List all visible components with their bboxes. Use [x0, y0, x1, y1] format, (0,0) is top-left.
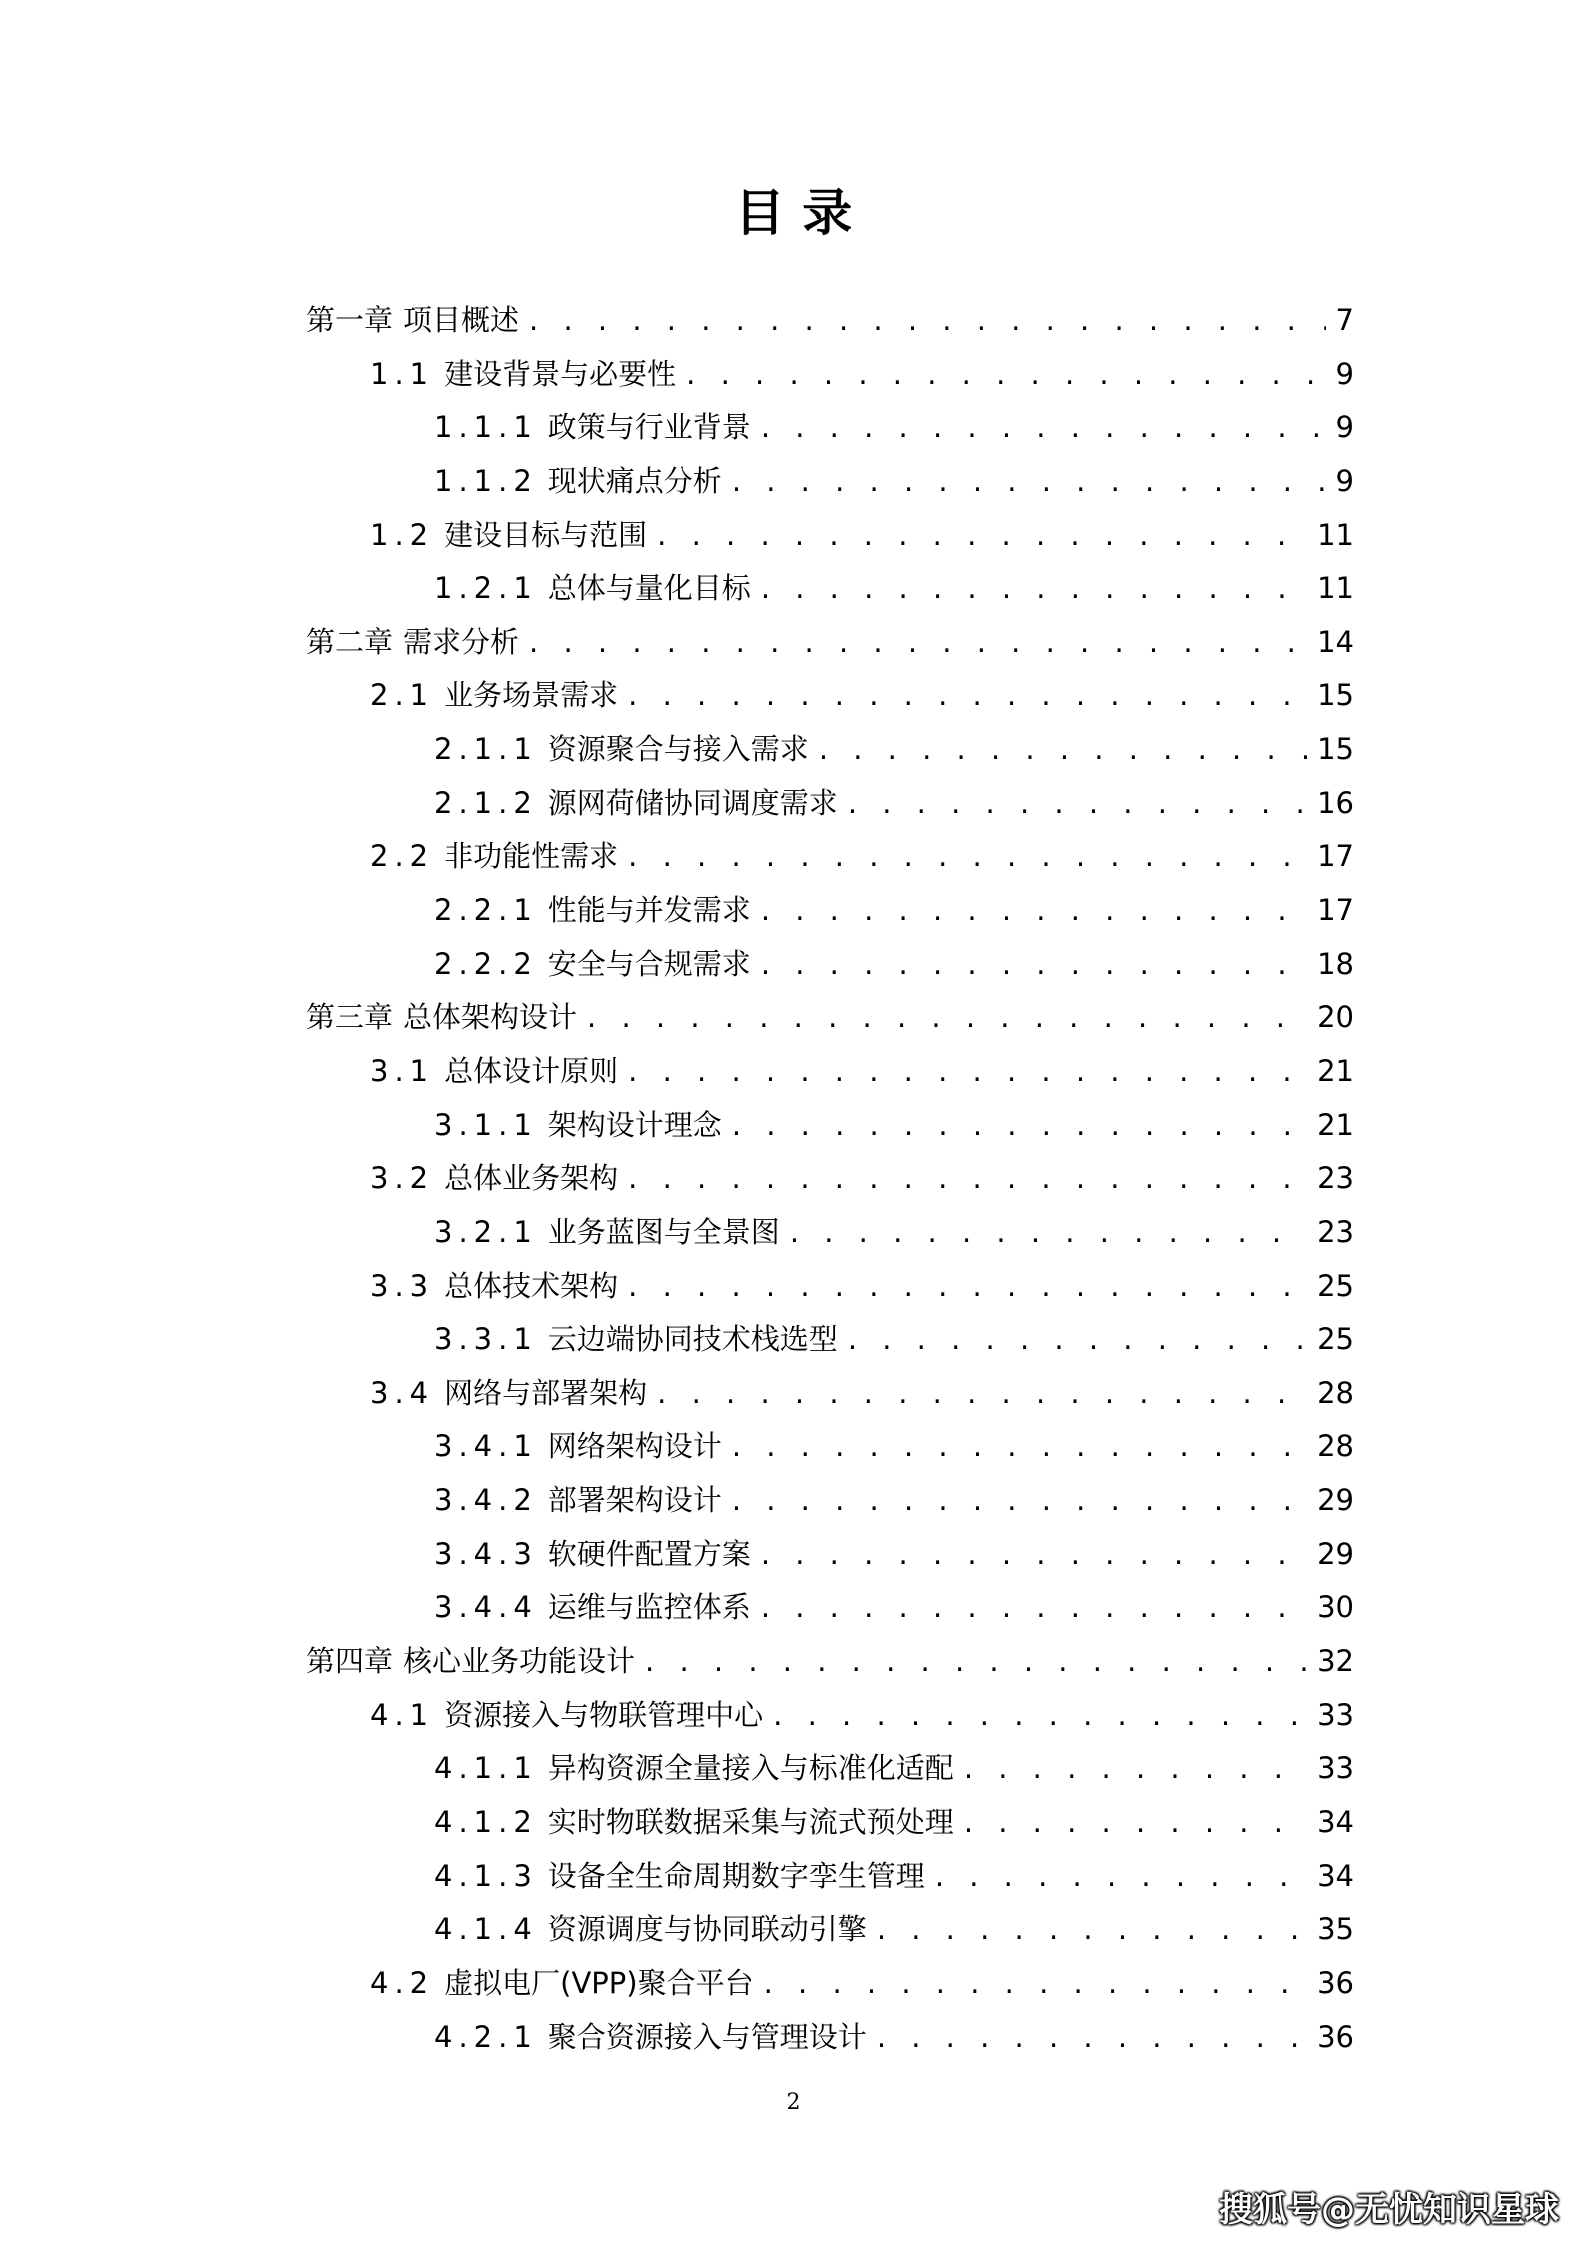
toc-entry-number: 1.2	[370, 517, 435, 552]
table-of-contents	[306, 294, 1354, 2064]
toc-entry[interactable]	[306, 1045, 1354, 1099]
toc-entry-number: 3.4.2	[434, 1483, 538, 1518]
toc-entry-page: 9	[1335, 356, 1354, 391]
toc-dot-leader	[628, 1260, 1307, 1314]
toc-entry[interactable]	[306, 938, 1354, 992]
toc-entry-label: 业务场景需求	[444, 678, 619, 713]
toc-entry-number: 第三章	[306, 1000, 394, 1035]
toc-entry-number: 3.4.4	[434, 1590, 538, 1625]
toc-entry[interactable]	[306, 669, 1354, 723]
toc-entry-label: 运维与监控体系	[547, 1590, 751, 1625]
toc-entry-number: 4.1.1	[434, 1751, 538, 1786]
toc-entry-page: 15	[1317, 678, 1354, 713]
toc-entry-page: 17	[1317, 839, 1354, 874]
toc-entry-number: 4.1.2	[434, 1804, 538, 1839]
toc-entry-page: 25	[1317, 1268, 1354, 1303]
toc-entry[interactable]	[306, 1474, 1354, 1528]
toc-entry-label: 性能与并发需求	[547, 893, 751, 928]
toc-entry-label: 网络与部署架构	[444, 1375, 648, 1410]
toc-entry-page: 28	[1317, 1375, 1354, 1410]
toc-entry-number: 第二章	[306, 624, 394, 659]
toc-entry-number: 3.1.1	[434, 1107, 538, 1142]
toc-entry-label: 网络架构设计	[547, 1429, 722, 1464]
toc-entry-number: 4.2	[370, 1965, 435, 2000]
toc-entry-label: 总体与量化目标	[547, 571, 751, 606]
toc-dot-leader	[686, 348, 1325, 402]
toc-entry-number: 第四章	[306, 1644, 394, 1679]
toc-entry-page: 33	[1317, 1751, 1354, 1786]
toc-entry-label: 总体架构设计	[403, 1000, 578, 1035]
toc-entry-page: 21	[1317, 1053, 1354, 1088]
toc-entry[interactable]	[306, 1796, 1354, 1850]
toc-entry[interactable]	[306, 1850, 1354, 1904]
toc-entry-number: 1.1	[370, 356, 435, 391]
toc-entry-number: 4.1	[370, 1697, 435, 1732]
toc-entry-label: 总体设计原则	[444, 1053, 619, 1088]
toc-entry-label: 源网荷储协同调度需求	[547, 785, 838, 820]
toc-entry-page: 9	[1335, 463, 1354, 498]
toc-entry-page: 7	[1335, 303, 1354, 337]
toc-entry[interactable]	[306, 1903, 1354, 1957]
toc-entry-page: 11	[1317, 571, 1354, 606]
toc-entry[interactable]	[306, 1206, 1354, 1260]
toc-entry-number: 3.2.1	[434, 1214, 538, 1249]
toc-entry-page: 28	[1317, 1429, 1354, 1464]
toc-dot-leader	[587, 991, 1307, 1045]
toc-entry-label: 需求分析	[403, 624, 520, 659]
toc-entry[interactable]	[306, 1313, 1354, 1367]
toc-entry-number: 3.1	[370, 1053, 435, 1088]
toc-dot-leader	[761, 1581, 1307, 1635]
toc-entry-label: 核心业务功能设计	[403, 1644, 636, 1679]
toc-entry-page: 20	[1317, 1000, 1354, 1035]
toc-entry-page: 18	[1317, 946, 1354, 981]
toc-entry-number: 1.2.1	[434, 571, 538, 606]
toc-entry-page: 33	[1317, 1697, 1354, 1732]
toc-dot-leader	[529, 294, 1326, 348]
toc-entry[interactable]	[306, 348, 1354, 402]
toc-entry-label: 聚合资源接入与管理设计	[547, 2019, 867, 2054]
toc-entry-number: 4.1.3	[434, 1858, 538, 1893]
toc-entry-label: 政策与行业背景	[547, 410, 751, 445]
toc-entry-page: 29	[1317, 1536, 1354, 1571]
toc-entry[interactable]	[306, 1957, 1354, 2011]
toc-entry-number: 2.1	[370, 678, 435, 713]
toc-dot-leader	[819, 723, 1307, 777]
toc-entry-page: 36	[1317, 2019, 1354, 2054]
toc-entry-label: 异构资源全量接入与标准化适配	[547, 1751, 954, 1786]
toc-dot-leader	[964, 1742, 1307, 1796]
toc-entry-label: 非功能性需求	[444, 839, 619, 874]
toc-entry-page: 36	[1317, 1965, 1354, 2000]
toc-entry-label: 资源接入与物联管理中心	[444, 1697, 764, 1732]
toc-entry-page: 17	[1317, 893, 1354, 928]
toc-dot-leader	[657, 509, 1307, 563]
toc-dot-leader	[732, 455, 1326, 509]
toc-dot-leader	[761, 884, 1307, 938]
toc-entry-label: 总体技术架构	[444, 1268, 619, 1303]
toc-entry-page: 25	[1317, 1322, 1354, 1357]
toc-entry[interactable]	[306, 1689, 1354, 1743]
toc-dot-leader	[964, 1796, 1307, 1850]
toc-dot-leader	[657, 1367, 1307, 1421]
toc-dot-leader	[773, 1689, 1307, 1743]
toc-dot-leader	[848, 777, 1307, 831]
toc-entry-number: 2.2.2	[434, 946, 538, 981]
toc-entry[interactable]	[306, 509, 1354, 563]
toc-entry[interactable]	[306, 884, 1354, 938]
toc-entry-label: 项目概述	[403, 303, 520, 337]
toc-entry[interactable]	[306, 562, 1354, 616]
toc-entry-page: 29	[1317, 1483, 1354, 1518]
toc-entry-number: 3.4.3	[434, 1536, 538, 1571]
toc-entry[interactable]	[306, 401, 1354, 455]
toc-dot-leader	[790, 1206, 1307, 1260]
toc-entry-number: 3.2	[370, 1161, 435, 1196]
toc-entry-page: 9	[1335, 410, 1354, 445]
toc-entry[interactable]	[306, 723, 1354, 777]
toc-entry-label: 虚拟电厂(VPP)聚合平台	[444, 1965, 754, 2000]
toc-entry-number: 1.1.1	[434, 410, 538, 445]
toc-entry-page: 21	[1317, 1107, 1354, 1142]
toc-entry-label: 安全与合规需求	[547, 946, 751, 981]
toc-entry-label: 软硬件配置方案	[547, 1536, 751, 1571]
toc-entry[interactable]	[306, 1099, 1354, 1153]
toc-dot-leader	[764, 1957, 1308, 2011]
toc-dot-leader	[645, 1635, 1307, 1689]
toc-entry-number: 2.2	[370, 839, 435, 874]
toc-entry-label: 实时物联数据采集与流式预处理	[547, 1804, 954, 1839]
toc-entry-page: 30	[1317, 1590, 1354, 1625]
toc-dot-leader	[628, 1045, 1307, 1099]
toc-entry-number: 3.4.1	[434, 1429, 538, 1464]
toc-entry[interactable]	[306, 1742, 1354, 1796]
toc-entry-label: 部署架构设计	[547, 1483, 722, 1518]
toc-entry-label: 现状痛点分析	[547, 463, 722, 498]
toc-entry[interactable]	[306, 830, 1354, 884]
toc-entry[interactable]	[306, 991, 1354, 1045]
toc-entry[interactable]	[306, 1367, 1354, 1421]
toc-entry[interactable]	[306, 1260, 1354, 1314]
toc-entry-number: 2.1.2	[434, 785, 538, 820]
toc-entry-number: 第一章	[306, 303, 394, 337]
toc-entry-page: 34	[1317, 1804, 1354, 1839]
toc-entry-label: 总体业务架构	[444, 1161, 619, 1196]
toc-dot-leader	[935, 1850, 1307, 1904]
toc-entry[interactable]	[306, 1528, 1354, 1582]
toc-entry-label: 建设背景与必要性	[444, 356, 677, 391]
toc-entry[interactable]	[306, 1420, 1354, 1474]
toc-entry-number: 3.4	[370, 1375, 435, 1410]
watermark: 搜狐号@无忧知识星球	[1219, 2190, 1559, 2230]
toc-entry-label: 架构设计理念	[547, 1107, 722, 1142]
toc-dot-leader	[761, 401, 1326, 455]
toc-entry-number: 3.3	[370, 1268, 435, 1303]
toc-entry[interactable]	[306, 1581, 1354, 1635]
toc-entry-label: 云边端协同技术栈选型	[547, 1322, 838, 1357]
toc-entry-page: 32	[1317, 1644, 1354, 1679]
toc-dot-leader	[529, 616, 1307, 670]
toc-dot-leader	[628, 669, 1307, 723]
toc-dot-leader	[732, 1474, 1307, 1528]
toc-entry[interactable]	[306, 455, 1354, 509]
toc-entry-number: 1.1.2	[434, 463, 538, 498]
toc-entry-number: 4.2.1	[434, 2019, 538, 2054]
toc-entry[interactable]	[306, 1635, 1354, 1689]
toc-dot-leader	[877, 2011, 1307, 2065]
toc-entry[interactable]	[306, 616, 1354, 670]
toc-dot-leader	[761, 1528, 1307, 1582]
page-title: 目 录	[734, 184, 853, 242]
toc-dot-leader	[628, 1152, 1307, 1206]
toc-entry[interactable]	[306, 777, 1354, 831]
toc-entry-label: 设备全生命周期数字孪生管理	[547, 1858, 925, 1893]
toc-entry-number: 2.1.1	[434, 732, 538, 767]
toc-entry-page: 15	[1317, 732, 1354, 767]
toc-entry-label: 资源聚合与接入需求	[547, 732, 809, 767]
toc-entry-page: 11	[1317, 517, 1354, 552]
toc-entry-page: 35	[1317, 1912, 1354, 1947]
toc-entry-number: 4.1.4	[434, 1912, 538, 1947]
toc-entry-page: 23	[1317, 1214, 1354, 1249]
toc-dot-leader	[848, 1313, 1307, 1367]
toc-entry-page: 23	[1317, 1161, 1354, 1196]
toc-dot-leader	[732, 1420, 1307, 1474]
page-number: 2	[786, 2090, 801, 2115]
toc-dot-leader	[732, 1099, 1307, 1153]
toc-entry-page: 16	[1317, 785, 1354, 820]
toc-entry[interactable]	[306, 1152, 1354, 1206]
toc-entry-label: 业务蓝图与全景图	[547, 1214, 780, 1249]
toc-dot-leader	[761, 938, 1307, 992]
toc-entry[interactable]	[306, 2011, 1354, 2065]
toc-entry-number: 3.3.1	[434, 1322, 538, 1357]
toc-entry-label: 资源调度与协同联动引擎	[547, 1912, 867, 1947]
toc-entry-label: 建设目标与范围	[444, 517, 648, 552]
toc-dot-leader	[877, 1903, 1307, 1957]
toc-entry-number: 2.2.1	[434, 893, 538, 928]
toc-entry[interactable]	[306, 294, 1354, 348]
toc-entry-page: 14	[1317, 624, 1354, 659]
toc-dot-leader	[761, 562, 1307, 616]
toc-dot-leader	[628, 830, 1307, 884]
toc-entry-page: 34	[1317, 1858, 1354, 1893]
